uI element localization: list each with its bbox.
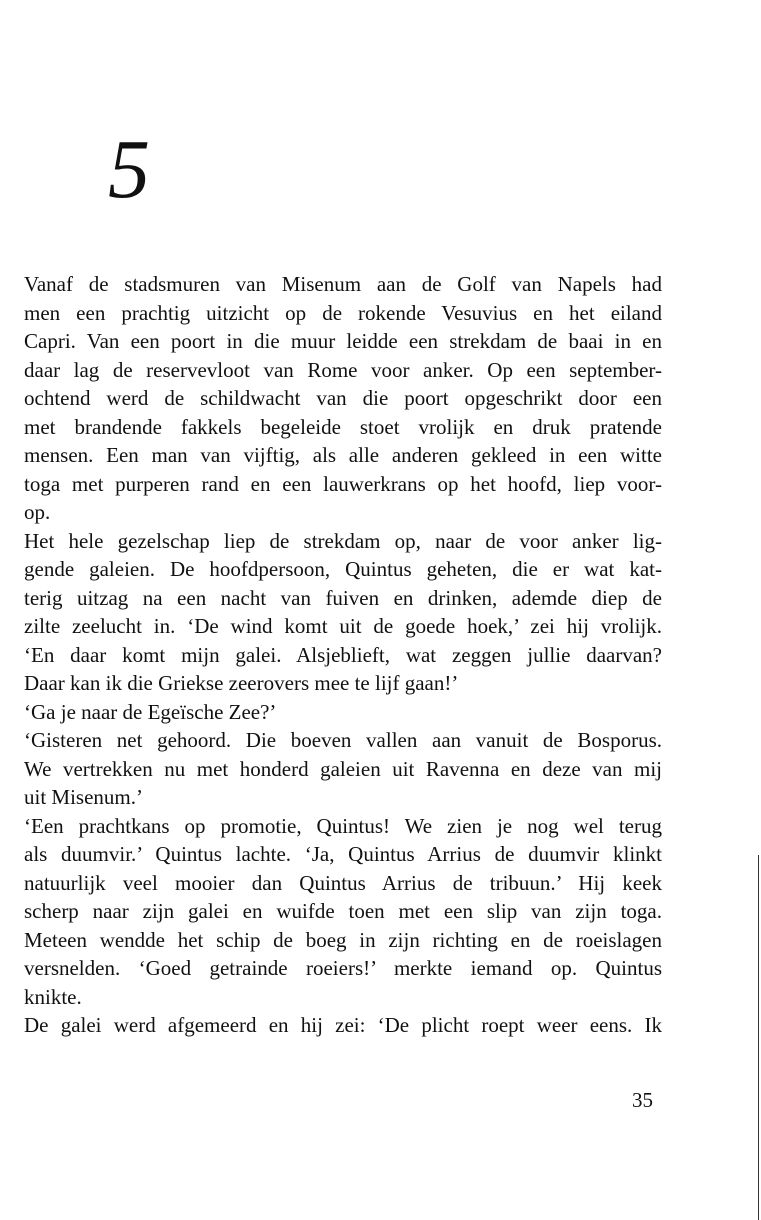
- text-line: uit Misenum.’: [24, 785, 143, 809]
- text-line: ‘Een prachtkans op promotie, Quintus! We zien je nog wel terug: [24, 813, 662, 838]
- text-line: ‘En daar komt mijn galei. Alsjeblieft, wat zeggen jullie daarvan?: [24, 642, 662, 667]
- paragraph: [24, 270, 662, 527]
- text-line: toga met purperen rand en een lauwerkrans op het hoofd, liep voor-: [24, 471, 662, 496]
- text-line: ochtend werd de schildwacht van die poort opgeschrikt door een: [24, 386, 662, 410]
- text-line: ‘Ga je naar de Egeïsche Zee?’: [24, 699, 277, 724]
- text-line: knikte.: [24, 984, 82, 1009]
- paragraph: [24, 698, 662, 727]
- text-line: natuurlijk veel mooier dan Quintus Arrius de tribuun.’ Hij keek: [24, 870, 662, 895]
- text-line: gende galeien. De hoofdpersoon, Quintus geheten, die er wat kat-: [24, 557, 662, 581]
- text-line: Vanaf de stadsmuren van Misenum aan de Golf van Napels had: [24, 272, 662, 296]
- paragraph: [24, 527, 662, 698]
- paragraph: [24, 1011, 662, 1040]
- text-line: Daar kan ik die Griekse zeerovers mee te lijf gaan!’: [24, 671, 459, 695]
- page-edge-line: [758, 855, 759, 1220]
- text-line: men een prachtig uitzicht op de rokende Vesuvius en het eiland: [24, 300, 662, 325]
- text-line: terig uitzag na een nacht van fuiven en drinken, ademde diep de: [24, 585, 662, 610]
- text-line: op.: [24, 500, 51, 524]
- text-line: ‘Gisteren net gehoord. Die boeven vallen aan vanuit de Bosporus.: [24, 728, 662, 752]
- text-line: versnelden. ‘Goed getrainde roeiers!’ merkte iemand op. Quintus: [24, 956, 662, 980]
- text-line: met brandende fakkels begeleide stoet vrolijk en druk pratende: [24, 414, 662, 439]
- paragraph: [24, 726, 662, 812]
- text-line: Meteen wendde het schip de boeg in zijn richting en de roeislagen: [24, 927, 662, 952]
- text-line: daar lag de reservevloot van Rome voor anker. Op een september-: [24, 357, 662, 382]
- page-number: 35: [632, 1088, 653, 1112]
- text-line: zilte zeelucht in. ‘De wind komt uit de goede hoek,’ zei hij vrolijk.: [24, 614, 662, 638]
- text-line: Het hele gezelschap liep de strekdam op, naar de voor anker lig-: [24, 528, 662, 553]
- text-line: De galei werd afgemeerd en hij zei: ‘De plicht roept weer eens. Ik: [24, 1013, 662, 1037]
- text-line: We vertrekken nu met honderd galeien uit Ravenna en deze van mij: [24, 756, 662, 781]
- chapter-number: 5: [108, 123, 148, 216]
- body-text: [24, 270, 662, 1040]
- text-line: scherp naar zijn galei en wuifde toen met een slip van zijn toga.: [24, 899, 662, 923]
- text-line: Capri. Van een poort in die muur leidde een strekdam de baai in en: [24, 329, 662, 353]
- text-line: mensen. Een man van vijftig, als alle anderen gekleed in een witte: [24, 443, 662, 467]
- paragraph: [24, 812, 662, 1012]
- text-line: als duumvir.’ Quintus lachte. ‘Ja, Quintus Arrius de duumvir klinkt: [24, 842, 662, 866]
